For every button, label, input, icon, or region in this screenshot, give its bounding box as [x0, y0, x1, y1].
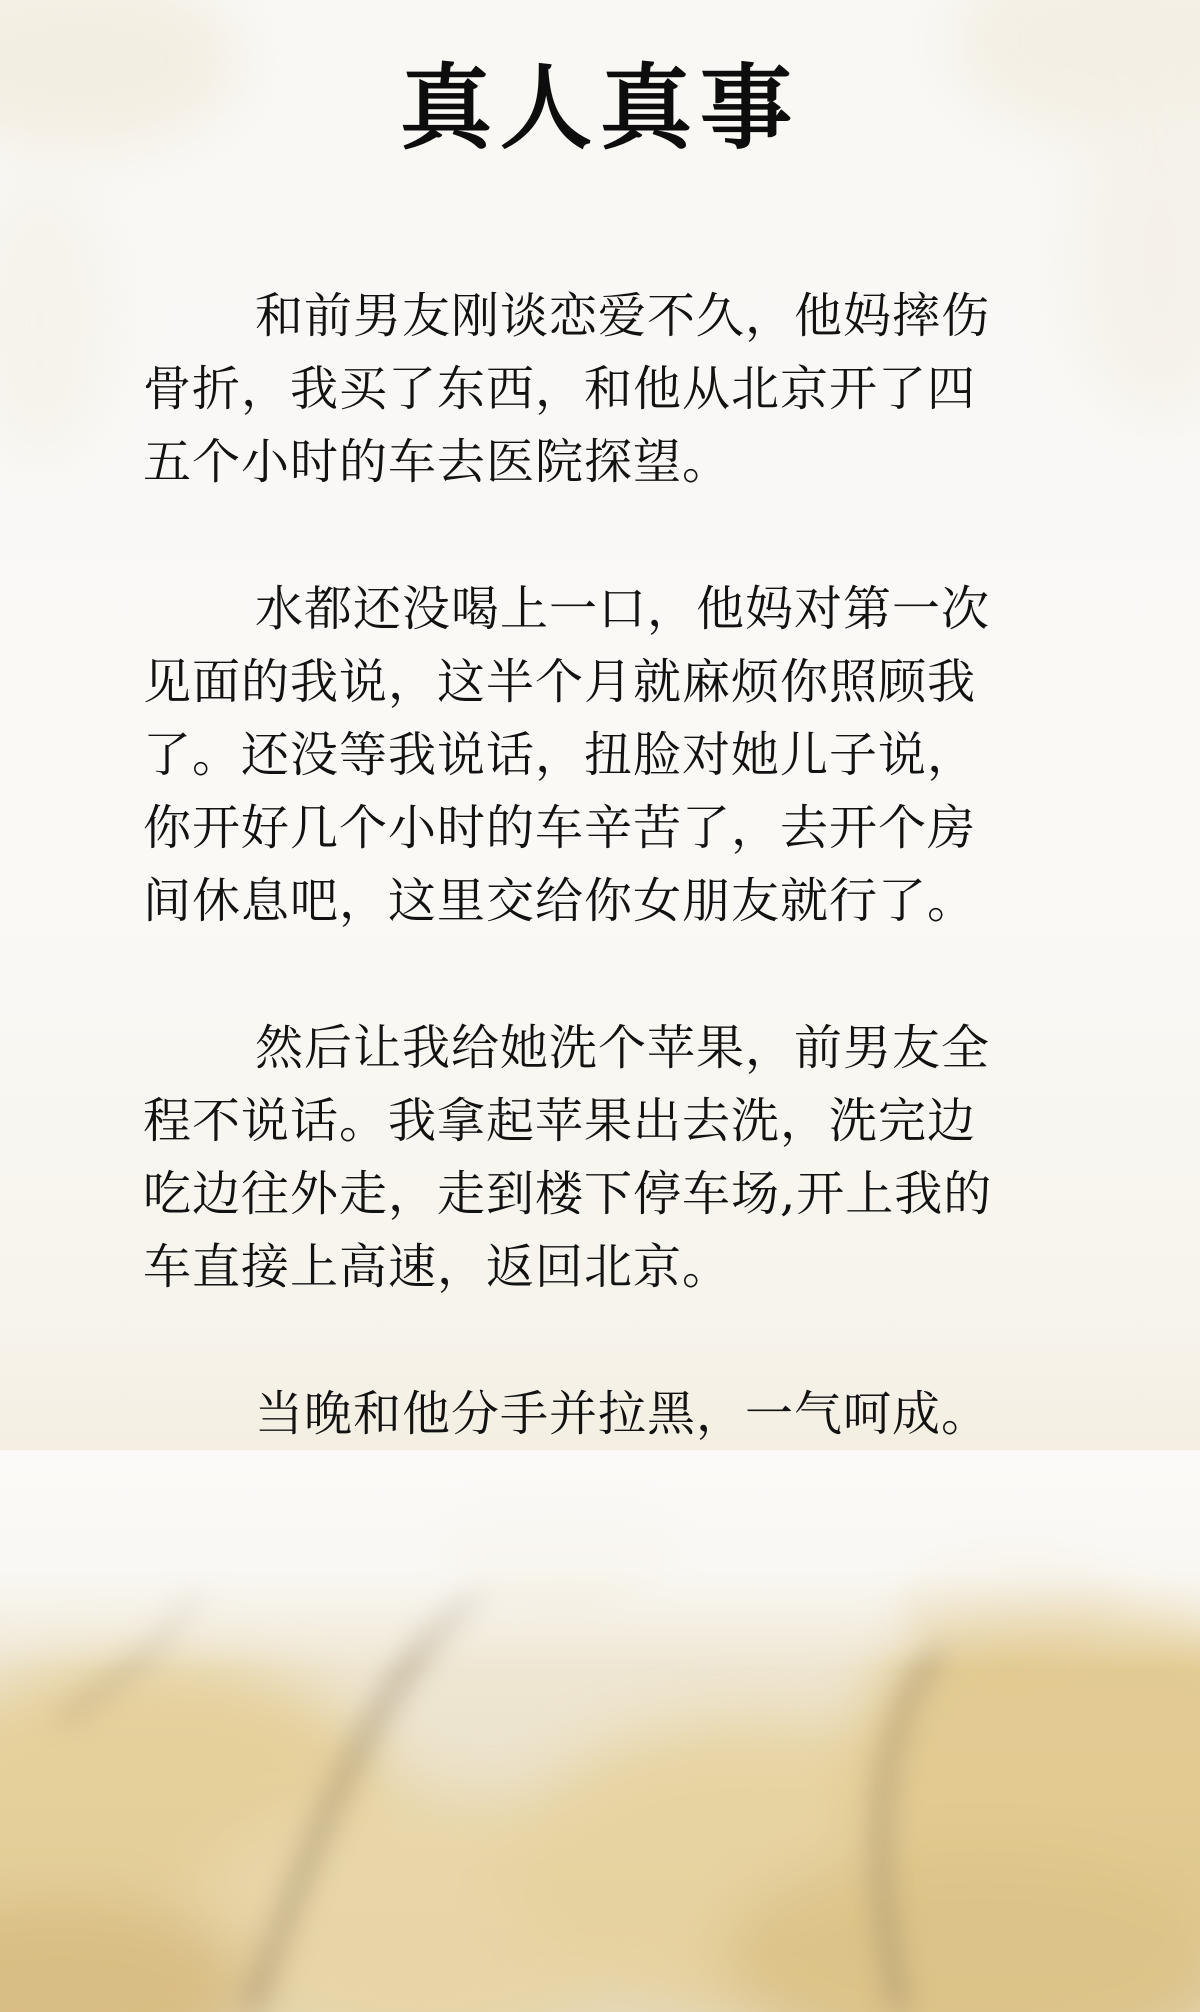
story-paragraph-1: 和前男友刚谈恋爱不久，他妈摔伤骨折，我买了东西，和他从北京开了四五个小时的车去医院探望。 — [143, 288, 991, 490]
story-body — [143, 280, 1015, 1525]
story-paragraph-3: 然后让我给她洗个苹果，前男友全程不说话。我拿起苹果出去洗，洗完边吃边往外走，走到楼下停车场,开上我的车直接上高速，返回北京。 — [143, 1020, 993, 1295]
page-title: 真人真事 — [399, 54, 800, 162]
story-paragraph-4: 当晚和他分手并拉黑，一气呵成。 — [255, 1386, 991, 1442]
story-paragraph-2: 水都还没喝上一口，他妈对第一次见面的我说，这半个月就麻烦你照顾我了。还没等我说话，扭脸对她儿子说，你开好几个小时的车辛苦了，去开个房间休息吧，这里交给你女朋友就行了。 — [143, 581, 991, 929]
